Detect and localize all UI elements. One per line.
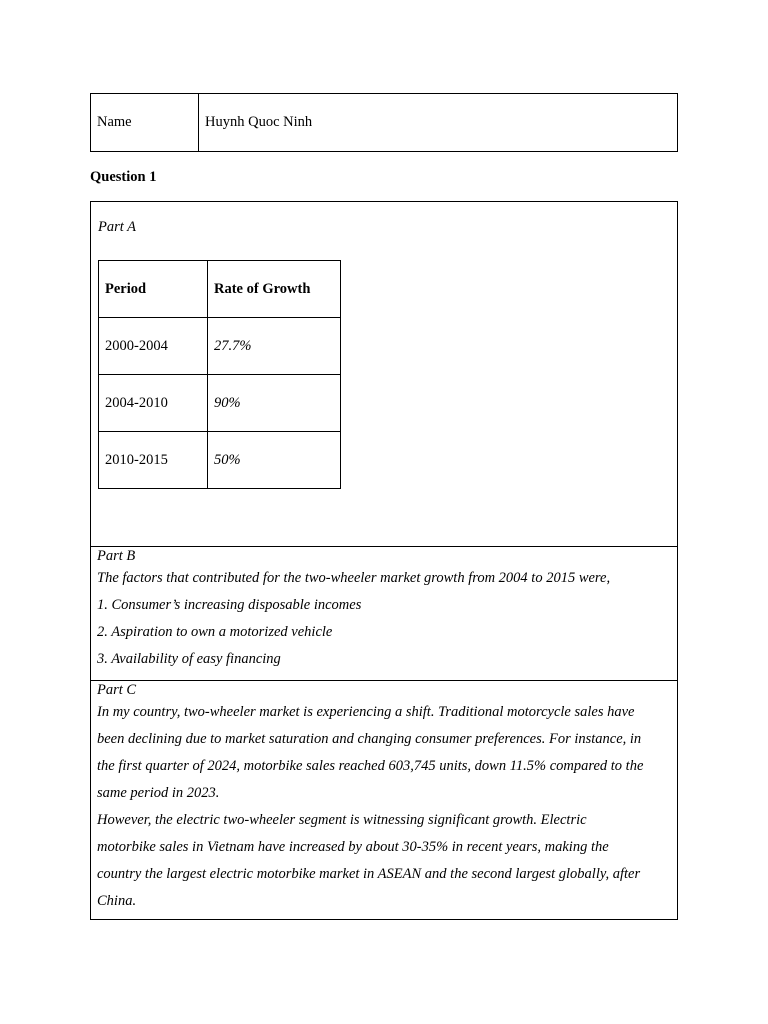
paragraph-line: same period in 2023. (97, 785, 220, 801)
paragraph-line: China. (97, 893, 137, 909)
list-item: 1. Consumer’s increasing disposable incomes (97, 597, 362, 613)
part-b-intro: The factors that contributed for the two-wheeler market growth from 2004 to 2015 were, (97, 570, 611, 586)
rate-cell: 27.7% (208, 318, 341, 375)
part-c-section (91, 680, 677, 919)
table-row (99, 375, 341, 432)
column-header-rate: Rate of Growth (208, 261, 341, 318)
part-a-section (91, 202, 677, 546)
part-c-title: Part C (97, 682, 137, 698)
rate-cell: 50% (208, 432, 341, 489)
rate-cell: 90% (208, 375, 341, 432)
growth-table (98, 260, 341, 489)
paragraph-line: country the largest electric motorbike market in ASEAN and the second largest globally, after (97, 866, 641, 882)
table-row (99, 318, 341, 375)
name-table (90, 93, 678, 152)
part-b-title: Part B (97, 548, 136, 564)
name-row (91, 94, 678, 152)
list-item: 3. Availability of easy financing (97, 651, 281, 667)
period-cell: 2010-2015 (99, 432, 208, 489)
column-header-period: Period (99, 261, 208, 318)
paragraph-line: However, the electric two-wheeler segment is witnessing significant growth. Electric (97, 812, 587, 828)
paragraph-line: been declining due to market saturation and changing consumer preferences. For instance, in (97, 731, 642, 747)
period-cell: 2004-2010 (99, 375, 208, 432)
paragraph-line: motorbike sales in Vietnam have increased by about 30-35% in recent years, making the (97, 839, 609, 855)
document-page (90, 93, 678, 920)
part-b-section (91, 546, 677, 680)
name-label: Name (91, 94, 199, 152)
paragraph-line: the first quarter of 2024, motorbike sales reached 603,745 units, down 11.5% compared to the (97, 758, 644, 774)
table-header-row (99, 261, 341, 318)
name-value: Huynh Quoc Ninh (199, 94, 678, 152)
period-cell: 2000-2004 (99, 318, 208, 375)
question-title: Question 1 (90, 169, 157, 185)
table-row (99, 432, 341, 489)
list-item: 2. Aspiration to own a motorized vehicle (97, 624, 333, 640)
answer-box (90, 201, 678, 920)
part-a-title: Part A (98, 219, 136, 235)
paragraph-line: In my country, two-wheeler market is experiencing a shift. Traditional motorcycle sales have (97, 704, 635, 720)
